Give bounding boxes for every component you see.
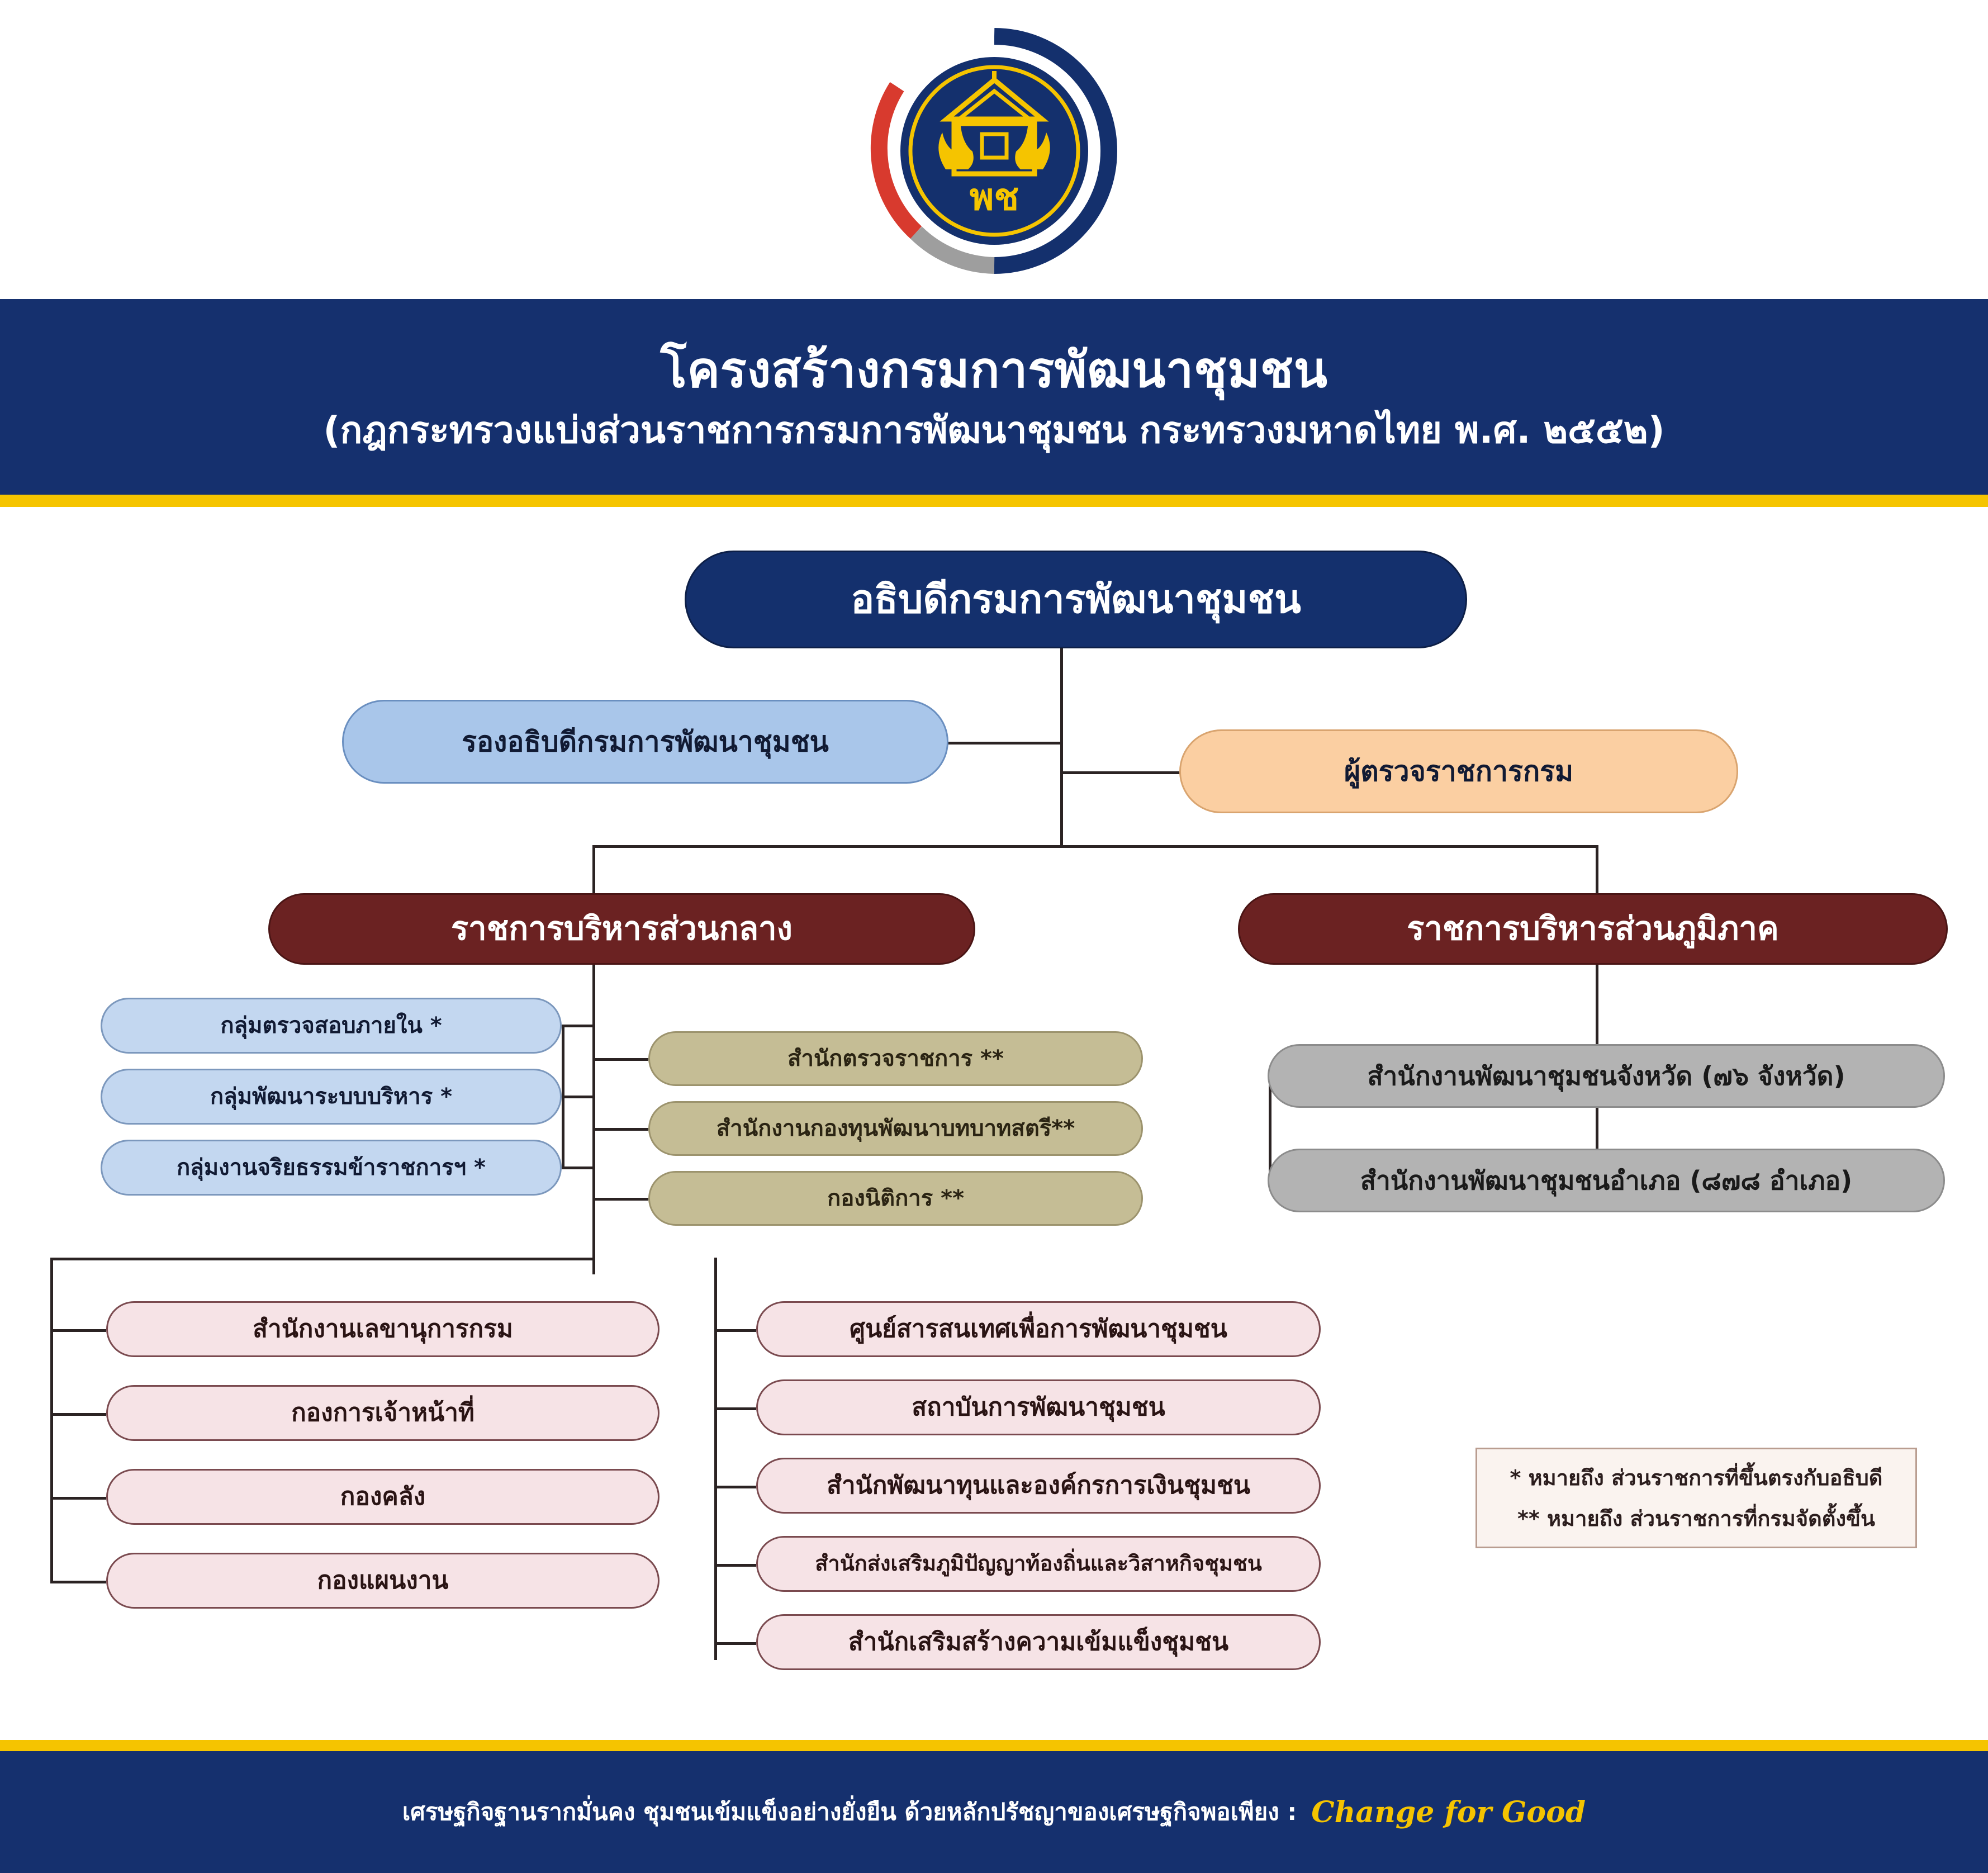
header-accent-rule (0, 495, 1988, 507)
node-label: กลุ่มตรวจสอบภายใน * (220, 1013, 442, 1039)
connector-khaki-3 (592, 1198, 648, 1201)
node-community-development-institute[interactable] (756, 1379, 1321, 1435)
node-director-label: อธิบดีกรมการพัฒนาชุมชน (851, 576, 1301, 622)
node-legal-affairs-division[interactable] (648, 1171, 1143, 1226)
node-inspector-label: ผู้ตรวจราชการกรม (1344, 755, 1574, 788)
node-label: ศูนย์สารสนเทศเพื่อการพัฒนาชุมชน (850, 1314, 1227, 1343)
connector-inspector (1060, 771, 1183, 774)
node-personnel-division[interactable] (106, 1385, 659, 1441)
emblem-container (0, 11, 1988, 291)
connector-bus-left-drop (592, 845, 595, 901)
connector-central-spine (592, 961, 595, 1274)
footer-accent-rule (0, 1740, 1988, 1751)
legend-line-2: ** หมายถึง ส่วนราชการที่กรมจัดตั้งขึ้น (1517, 1506, 1875, 1531)
node-central-administration-label: ราชการบริหารส่วนกลาง (450, 909, 793, 948)
page-title: โครงสร้างกรมการพัฒนาชุมชน (660, 340, 1328, 399)
node-label: สำนักพัฒนาทุนและองค์กรการเงินชุมชน (827, 1471, 1250, 1500)
connector-right-5 (714, 1642, 756, 1645)
connector-branch-bus (592, 845, 1598, 848)
footer-banner (0, 1751, 1988, 1873)
connector-spine-to-bus (1060, 816, 1063, 847)
connector-direct-3 (562, 1167, 594, 1169)
node-local-wisdom-bureau[interactable] (756, 1536, 1321, 1592)
footer-slogan: Change for Good (1311, 1795, 1586, 1829)
connector-deputy (947, 742, 1061, 745)
svg-text:พช: พช (969, 176, 1019, 219)
node-deputy-director[interactable] (342, 700, 948, 784)
node-provincial-cdd-office[interactable] (1268, 1044, 1945, 1108)
node-label: สถาบันการพัฒนาชุมชน (912, 1392, 1165, 1421)
node-label: กลุ่มพัฒนาระบบบริหาร * (210, 1084, 453, 1109)
node-community-development-information-center[interactable] (756, 1301, 1321, 1357)
node-admin-system-development-group[interactable] (101, 1069, 562, 1125)
node-label: สำนักส่งเสริมภูมิปัญญาท้องถิ่นและวิสาหกิจชุมชน (815, 1551, 1262, 1576)
node-label: สำนักงานพัฒนาชุมชนอำเภอ (๘๗๘ อำเภอ) (1360, 1165, 1853, 1196)
node-office-of-the-secretary[interactable] (106, 1301, 659, 1357)
node-regional-administration-label: ราชการบริหารส่วนภูมิภาค (1407, 909, 1779, 948)
connector-left-4 (50, 1581, 106, 1583)
connector-left-1 (50, 1329, 106, 1332)
node-capital-and-community-finance-bureau[interactable] (756, 1458, 1321, 1514)
node-internal-audit-group[interactable] (101, 998, 562, 1054)
node-deputy-label: รองอธิบดีกรมการพัฒนาชุมชน (462, 725, 829, 758)
connector-lower-left-rail (50, 1258, 53, 1582)
node-planning-division[interactable] (106, 1553, 659, 1609)
node-label: สำนักงานกองทุนพัฒนาบทบาทสตรี** (716, 1116, 1075, 1141)
connector-right-3 (714, 1486, 756, 1488)
node-label: กองแผนงาน (317, 1566, 449, 1595)
node-central-administration[interactable] (268, 893, 975, 965)
connector-right-2 (714, 1407, 756, 1410)
node-community-strengthening-bureau[interactable] (756, 1614, 1321, 1670)
connector-khaki-1 (592, 1058, 648, 1061)
connector-left-3 (50, 1497, 106, 1500)
connector-khaki-2 (592, 1128, 648, 1131)
node-label: สำนักงานเลขานุการกรม (253, 1314, 513, 1343)
connector-director-vertical (1060, 648, 1063, 816)
connector-right-4 (714, 1564, 756, 1567)
node-label: กองคลัง (340, 1482, 426, 1511)
connector-direct-rail (562, 1025, 564, 1168)
node-label: สำนักเสริมสร้างความเข้มแข็งชุมชน (848, 1627, 1229, 1656)
connector-lower-right-rail (714, 1258, 717, 1660)
connector-bus-right-drop (1596, 845, 1598, 901)
legend-line-1: * หมายถึง ส่วนราชการที่ขึ้นตรงกับอธิบดี (1510, 1466, 1883, 1490)
node-district-cdd-office[interactable] (1268, 1149, 1945, 1212)
node-inspector[interactable] (1179, 729, 1738, 813)
node-womens-development-fund-office[interactable] (648, 1101, 1143, 1156)
footer-text: เศรษฐกิจฐานรากมั่นคง ชุมชนเข้มแข็งอย่างยั่งยืน ด้วยหลักปรัชญาของเศรษฐกิจพอเพียง : (402, 1798, 1297, 1825)
node-label: กองการเจ้าหน้าที่ (291, 1398, 475, 1427)
legend-box (1475, 1448, 1917, 1548)
node-finance-division[interactable] (106, 1469, 659, 1525)
node-label: กลุ่มงานจริยธรรมข้าราชการฯ * (177, 1155, 486, 1180)
node-regional-administration[interactable] (1238, 893, 1948, 965)
connector-left-2 (50, 1413, 106, 1416)
cdd-emblem-icon (863, 20, 1126, 282)
connector-direct-1 (562, 1025, 594, 1027)
node-ethics-group[interactable] (101, 1140, 562, 1196)
node-label: กองนิติการ ** (827, 1186, 965, 1211)
node-label: สำนักตรวจราชการ ** (787, 1046, 1004, 1071)
connector-right-1 (714, 1329, 756, 1332)
header-banner (0, 299, 1988, 495)
connector-lower-bus (50, 1258, 595, 1260)
connector-direct-2 (562, 1096, 594, 1098)
node-inspection-bureau[interactable] (648, 1031, 1143, 1086)
node-director[interactable] (685, 551, 1467, 648)
node-label: สำนักงานพัฒนาชุมชนจังหวัด (๗๖ จังหวัด) (1367, 1060, 1845, 1091)
page-subtitle: (กฎกระทรวงแบ่งส่วนราชการกรมการพัฒนาชุมชน กระทรวงมหาดไทย พ.ศ. ๒๕๕๒) (323, 409, 1665, 452)
